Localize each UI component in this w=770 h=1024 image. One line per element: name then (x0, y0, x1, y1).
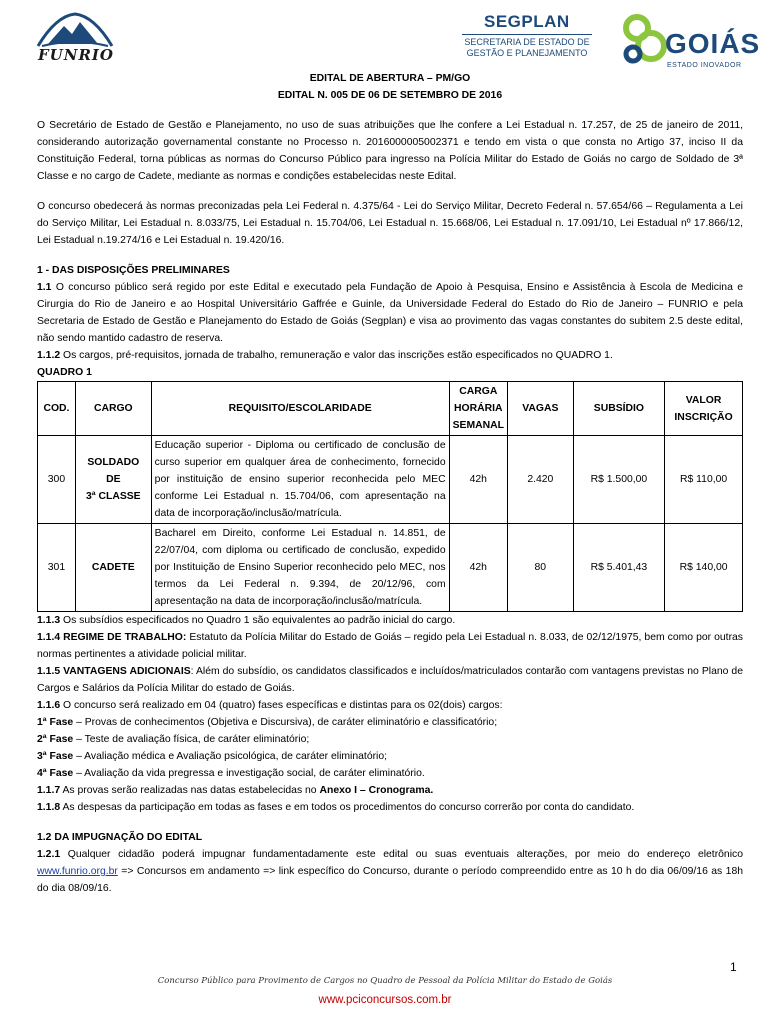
funrio-mountain-icon (36, 10, 114, 50)
item-1-1-8: 1.1.8 As despesas da participação em todas as fases e em todos os procedimentos do concurso correrão por conta do candidato. (37, 802, 635, 813)
header-cod: COD. (38, 382, 76, 436)
cell-subsidio: R$ 1.500,00 (573, 436, 665, 524)
cell-carga: 42h (449, 524, 507, 612)
funrio-logo (36, 10, 116, 68)
fase-2: 2ª Fase – Teste de avaliação física, de caráter eliminatório; (37, 734, 310, 745)
intro-paragraph-2: O concurso obedecerá às normas preconizadas pela Lei Federal n. 4.375/64 - Lei do Serviço Militar, Decreto Federal n. 57.654/66 – Regulamenta a Lei do Serviço Militar, Lei Estadual n. 8.033/75, Lei Estadual n. 15.704/06, Lei Estadual n. 15.668/06, Lei Estadual n. 17.091/10, Lei Estadual nº 17.866/12, Lei Estadual n.19.274/16 e Lei Estadual n. 19.420/16. (37, 201, 743, 246)
goias-tagline: ESTADO INOVADOR (667, 62, 742, 69)
item-1-1-2: 1.1.2 Os cargos, pré-requisitos, jornada de trabalho, remuneração e valor das inscrições estão especificados no QUADRO 1. (37, 350, 613, 361)
funrio-wordmark: FUNRIO (38, 46, 114, 64)
cell-valor: R$ 140,00 (665, 524, 743, 612)
segplan-subtitle-line-1: SECRETARIA DE ESTADO DE (464, 37, 590, 47)
section-1-heading: 1 - DAS DISPOSIÇÕES PRELIMINARES (37, 265, 230, 276)
segplan-title: SEGPLAN (484, 12, 570, 31)
cell-subsidio: R$ 5.401,43 (573, 524, 665, 612)
title-line-1: EDITAL DE ABERTURA – PM/GO (309, 73, 471, 84)
title-line-2: EDITAL N. 005 DE 06 DE SETEMBRO DE 2016 (277, 90, 503, 101)
segplan-subtitle (462, 34, 592, 59)
table-header-row (38, 382, 743, 436)
cell-vagas: 80 (507, 524, 573, 612)
cell-cod: 301 (38, 524, 76, 612)
cell-carga: 42h (449, 436, 507, 524)
item-1-1-3: 1.1.3 Os subsídios especificados no Quadro 1 são equivalentes ao padrão inicial do cargo. (37, 615, 456, 626)
footer-url-link[interactable]: www.pciconcursos.com.br (318, 994, 452, 1006)
table-row (38, 436, 743, 524)
document-title (37, 70, 743, 104)
item-1-2-1: 1.2.1 Qualquer cidadão poderá impugnar fundamentadamente este edital ou suas eventuais alterações, por meio do endereço eletrônico www.funrio.org.br => Concursos em andamento => link específico do Concurso, durante o período compreendido entre as 10 h do dia 06/09/16 as 18h do dia 08/09/16. (37, 849, 743, 894)
quadro-label: QUADRO 1 (37, 367, 92, 378)
header-valor: VALOR INSCRIÇÃO (665, 382, 743, 436)
item-1-1-7: 1.1.7 As provas serão realizadas nas datas estabelecidas no Anexo I – Cronograma. (37, 785, 434, 796)
header-carga: CARGA HORÁRIA SEMANAL (449, 382, 507, 436)
funrio-link[interactable]: www.funrio.org.br (37, 866, 118, 877)
segplan-logo (462, 12, 592, 62)
cell-cargo: SOLDADO DE 3ª CLASSE (75, 436, 151, 524)
cell-cargo: CADETE (75, 524, 151, 612)
cell-cod: 300 (38, 436, 76, 524)
item-1-1-4: 1.1.4 REGIME DE TRABALHO: Estatuto da Polícia Militar do Estado de Goiás – regido pela Lei Estadual n. 8.033, de 02/12/1975, bem como por outras normas pertinentes a atividade policial militar. (37, 632, 744, 660)
item-1-1-6: 1.1.6 O concurso será realizado em 04 (quatro) fases específicas e distintas para os 02(dois) cargos: (37, 700, 503, 711)
item-1-1: 1.1 O concurso público será regido por este Edital e executado pela Fundação de Apoio à Pesquisa, Ensino e Assistência à Escola de Medicina e Cirurgia do Rio de Janeiro e ao Hospital Universitário Gaffrée e Guinle, da Universidade Federal do Estado do Rio de Janeiro – FUNRIO e pela Secretaria de Estado de Gestão e Planejamento do Estado de Goiás (Segplan) e visa ao provimento das vagas constantes do subitem 2.5 deste edital, não sendo mantido cadastro de reserva. (37, 282, 743, 344)
header-cargo: CARGO (75, 382, 151, 436)
document-body (37, 70, 743, 897)
fase-4: 4ª Fase – Avaliação da vida pregressa e investigação social, de caráter eliminatório. (37, 768, 425, 779)
cell-requisito: Educação superior - Diploma ou certificado de conclusão de curso superior em qualquer área de conhecimento, fornecido por instituição de ensino superior reconhecida pelo MEC conforme Lei Estadual n. 15.704/06, com apresentação na data de incorporação/inclusão/matrícula. (151, 436, 449, 524)
fase-1: 1ª Fase – Provas de conhecimentos (Objetiva e Discursiva), de caráter eliminatório e classificatório; (37, 717, 498, 728)
segplan-subtitle-line-2: GESTÃO E PLANEJAMENTO (466, 48, 588, 58)
item-1-1-5: 1.1.5 VANTAGENS ADICIONAIS: Além do subsídio, os candidatos classificados e incluídos/matriculados contarão com vantagens previstas no Plano de Cargos e Salários da Polícia Militar do estado de Goiás. (37, 666, 743, 694)
fase-3: 3ª Fase – Avaliação médica e Avaliação psicológica, de caráter eliminatório; (37, 751, 388, 762)
goias-logo (615, 10, 761, 70)
intro-paragraph-1: O Secretário de Estado de Gestão e Planejamento, no uso de suas atribuições que lhe confere a Lei Estadual n. 17.257, de 25 de janeiro de 2011, considerando autorização governamental constante no Processo n. 201600000500237​1 e tendo em vista o que consta no Artigo 37, inciso II da Constituição Federal, torna públicas as normas do Concurso Público para ingresso na Polícia Militar do Estado de Goiás no cargo de Soldado de 3ª Classe e no cargo de Cadete, mediante as normas e condições estabelecidas neste Edital. (37, 120, 743, 182)
goias-wordmark: GOIÁS (665, 28, 761, 59)
cell-requisito: Bacharel em Direito, conforme Lei Estadual n. 14.851, de 22/07/04, com diploma ou certificado de conclusão, expedido por Instituição de Ensino Superior reconhecido pelo MEC, nos termos da Lei Federal n. 9.394, de 20/12/96, com apresentação na data de incorporação/inclusão/matrícula. (151, 524, 449, 612)
footer-note: Concurso Público para Provimento de Cargos no Quadro de Pessoal da Polícia Militar do Estado de Goiás (157, 976, 613, 986)
cell-valor: R$ 110,00 (665, 436, 743, 524)
goias-emblem-icon (621, 12, 667, 68)
cell-vagas: 2.420 (507, 436, 573, 524)
header-subsidio: SUBSÍDIO (573, 382, 665, 436)
section-1-2-heading: 1.2 DA IMPUGNAÇÃO DO EDITAL (37, 832, 203, 843)
header-vagas: VAGAS (507, 382, 573, 436)
quadro-1-table (37, 381, 743, 612)
page-number: 1 (730, 960, 737, 974)
header-requisito: REQUISITO/ESCOLARIDADE (151, 382, 449, 436)
table-row (38, 524, 743, 612)
